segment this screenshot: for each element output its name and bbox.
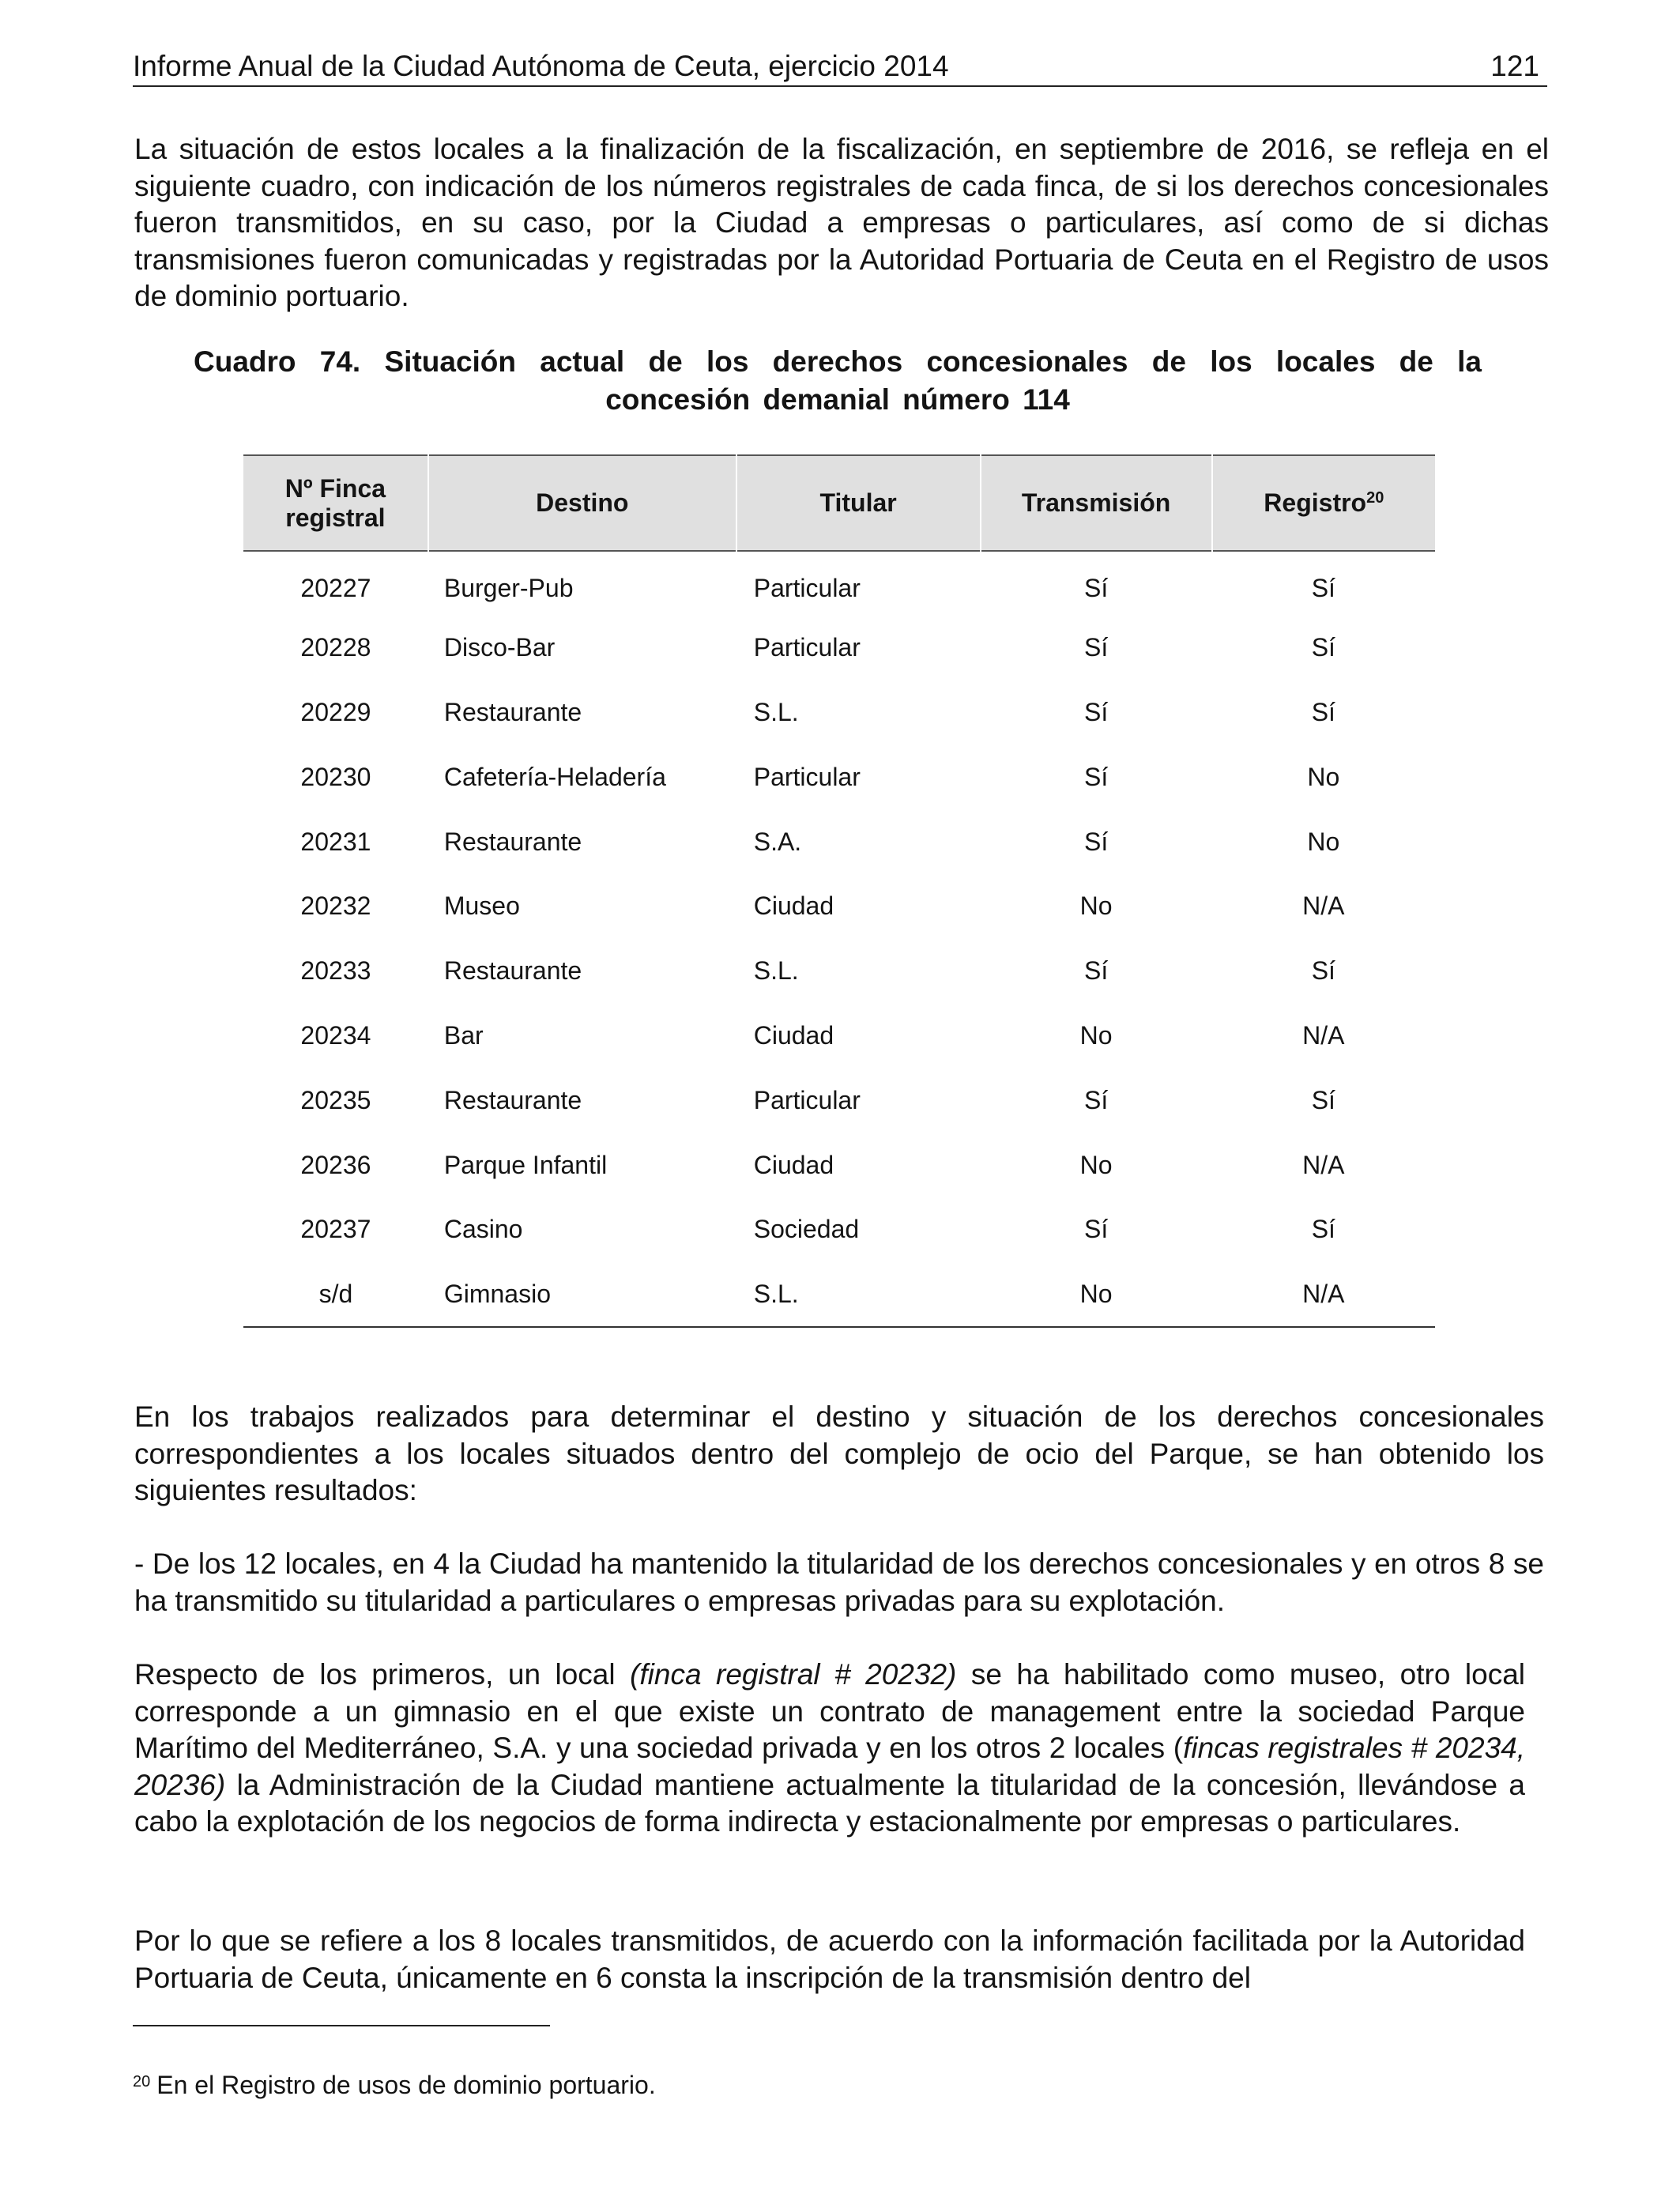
cell-registro: Sí [1311,1215,1335,1244]
cell-finca: 20230 [300,762,371,791]
table-row [243,1004,1435,1069]
cell-titular: S.L. [753,697,799,726]
table-row [243,616,1435,680]
cell-finca: 20234 [300,1020,371,1050]
cell-titular: S.A. [753,827,802,856]
cell-transmision: Sí [1083,827,1109,856]
text-segment: Respecto de los primeros, un local [134,1658,631,1691]
cell-destino: Restaurante [443,697,582,726]
cell-titular: Particular [753,633,861,662]
cell-finca: 20236 [300,1150,371,1179]
paragraph-transmitidos: Por lo que se refiere a los 8 locales transmitidos, de acuerdo con la información facilitada por la Autoridad Portuaria de Ceuta, únicamente en 6 consta la inscripción de la transmisión dentro del [134,1924,1525,1994]
header-titular: Titular [736,455,981,551]
table-row [243,551,1435,616]
cell-finca: 20235 [300,1085,371,1114]
cell-destino: Casino [443,1215,523,1244]
table-header-row [243,455,1435,551]
table-body [243,551,1435,1327]
header-finca: Nº Finca registral [284,473,386,532]
text-segment: se ha habilitado como museo, otro local corresponde a un gimnasio en el que existe un contrato de management entre la sociedad Parque Marítimo del Mediterráneo, S.A. y una sociedad privada y en los otros 2 locales ( [134,1658,1526,1764]
cell-registro: Sí [1311,633,1335,662]
table-row [243,1197,1435,1262]
cell-registro: N/A [1302,1279,1345,1308]
cell-transmision: No [1079,1020,1113,1050]
cell-transmision: No [1079,1150,1113,1179]
cell-destino: Restaurante [443,956,582,986]
table-row [243,745,1435,809]
table-row [243,874,1435,939]
cell-titular: Sociedad [753,1215,860,1244]
footnote-separator [133,2025,550,2026]
cell-finca: 20229 [300,697,371,726]
footnote-text: En el Registro de usos de dominio portuario. [156,2071,656,2099]
cell-titular: Ciudad [753,1150,834,1179]
cell-destino: Cafetería-Heladería [443,762,666,791]
table-row [243,1068,1435,1133]
paragraph-results: En los trabajos realizados para determinar el destino y situación de los derechos concesionales correspondientes a los locales situados dentro del complejo de ocio del Parque, se han obtenido los siguientes resultados: [134,1400,1544,1506]
cell-finca: 20231 [300,827,371,856]
table-row [243,939,1435,1004]
cell-registro: Sí [1311,1085,1335,1114]
italic-reference: (finca registral # 20232) [630,1658,957,1691]
cell-titular: S.L. [753,956,799,986]
cell-registro: No [1307,762,1340,791]
cell-transmision: Sí [1083,1085,1109,1114]
cell-registro: Sí [1311,697,1335,726]
cell-finca: 20237 [300,1215,371,1244]
cell-registro: No [1307,827,1340,856]
cell-finca: 20232 [300,892,371,921]
table-row [243,1133,1435,1197]
page-header [133,46,1547,87]
cell-destino: Bar [443,1020,484,1050]
cell-destino: Museo [443,892,520,921]
cell-registro: N/A [1302,1020,1345,1050]
cell-transmision: Sí [1083,1215,1109,1244]
cell-destino: Disco-Bar [443,633,556,662]
cell-destino: Restaurante [443,827,582,856]
header-title: Informe Anual de la Ciudad Autónoma de Ceuta, ejercicio 2014 [133,50,949,82]
cell-finca: 20228 [300,633,371,662]
cell-destino: Gimnasio [443,1279,551,1308]
cell-finca: 20227 [300,573,371,602]
header-registro-label: Registro [1264,488,1367,517]
cell-destino: Restaurante [443,1085,582,1114]
table-row [243,809,1435,874]
text-segment: la Administración de la Ciudad mantiene actualmente la titularidad de la concesión, llevándose a cabo la explotación de los negocios de forma indirecta y estacionalmente por empresas o particulares. [134,1768,1525,1838]
header-transmision: Transmisión [981,455,1212,551]
cell-transmision: Sí [1083,697,1109,726]
cell-registro: N/A [1302,1150,1345,1179]
table-row [243,1262,1435,1327]
cell-registro: Sí [1311,956,1335,986]
header-registro [1212,455,1435,551]
table-row [243,680,1435,745]
footnote-number: 20 [133,2073,151,2090]
page-number: 121 [1490,50,1539,82]
footnote [133,2069,656,2101]
cell-registro: Sí [1311,573,1335,602]
cell-titular: Ciudad [753,1020,834,1050]
cell-titular: Particular [753,762,861,791]
cell-titular: Particular [753,573,861,602]
paragraph-locales: - De los 12 locales, en 4 la Ciudad ha mantenido la titularidad de los derechos concesionales y en otros 8 se ha transmitido su titularidad a particulares o empresas privadas para su explotación. [134,1547,1544,1617]
italic-reference: fincas registrales # 20234, 20236) [134,1732,1525,1801]
cell-transmision: Sí [1083,762,1109,791]
table-caption: Cuadro 74. Situación actual de los derechos concesionales de los locales de la concesión demanial número 114 [194,345,1482,416]
concessions-table [243,454,1435,1328]
cell-titular: Ciudad [753,892,834,921]
cell-destino: Parque Infantil [443,1150,608,1179]
cell-transmision: Sí [1083,956,1109,986]
header-destino: Destino [428,455,736,551]
cell-transmision: Sí [1083,633,1109,662]
cell-titular: Particular [753,1085,861,1114]
cell-transmision: No [1079,1279,1113,1308]
cell-transmision: Sí [1083,573,1109,602]
cell-finca: 20233 [300,956,371,986]
cell-registro: N/A [1302,892,1345,921]
cell-destino: Burger-Pub [443,573,574,602]
cell-titular: S.L. [753,1279,799,1308]
cell-transmision: No [1079,892,1113,921]
footnote-ref[interactable]: 20 [1366,489,1384,507]
paragraph-primeros [134,1657,1525,1841]
intro-paragraph: La situación de estos locales a la finalización de la fiscalización, en septiembre de 2016, se refleja en el siguiente cuadro, con indicación de los números registrales de cada finca, de si los derechos concesionales fueron transmitidos, en su caso, por la Ciudad a empresas o particulares, así como de si dichas transmisiones fueron comunicadas y registradas por la Autoridad Portuaria de Ceuta en el Registro de usos de dominio portuario. [134,133,1549,312]
cell-finca: s/d [318,1279,353,1308]
